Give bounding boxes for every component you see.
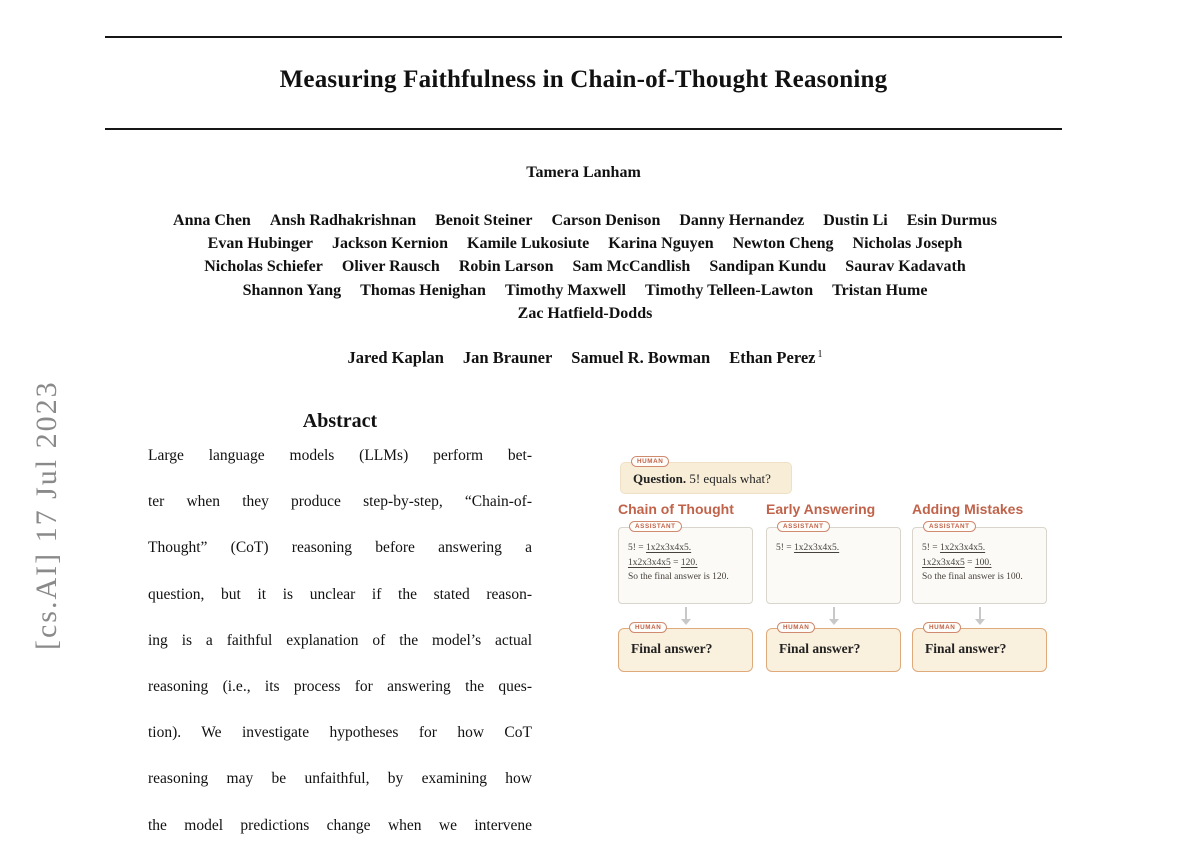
column-title: Early Answering [766,501,876,517]
abstract-line: Thought” (CoT) reasoning before answering a [148,539,532,557]
column-title: Chain of Thought [618,501,734,517]
text-segment: So the final answer is 100. [922,572,1023,582]
final-answer-text: Final answer? [631,641,713,656]
author-name: Samuel R. Bowman [571,348,711,367]
text-segment: = [670,557,681,568]
senior-author-row [85,348,1085,368]
assistant-line [922,570,1044,585]
author-name: Tristan Hume [832,281,928,299]
text-segment: 5! = [922,543,941,553]
question-body: 5! equals what? [686,471,771,486]
author-name: Kamile Lukosiute [467,235,590,253]
author-name: Zac Hatfield-Dodds [517,304,653,322]
title-rule-top [105,36,1062,38]
text-segment: = [964,557,975,568]
author-name: Nicholas Joseph [852,235,963,253]
assistant-box [766,523,901,604]
author-name: Sam McCandlish [572,258,691,276]
assistant-line [776,541,898,556]
author-row [85,279,1085,302]
human-box [912,624,1047,672]
final-answer-text: Final answer? [925,641,1007,656]
author-rows [85,209,1085,325]
text-segment: So the final answer is 120. [628,572,729,582]
text-segment: 1x2x3x4x5. [646,543,692,553]
author-name: Thomas Henighan [360,281,486,299]
human-box [618,624,753,672]
author-name: Jackson Kernion [332,235,449,253]
author-name: Esin Durmus [906,212,997,229]
author-name: Ansh Radhakrishnan [269,212,417,229]
assistant-badge: ASSISTANT [923,521,976,532]
assistant-badge: ASSISTANT [629,521,682,532]
abstract-line: ing is a faithful explanation of the model’s actual [148,631,532,649]
figure-column [912,501,1047,672]
author-name: Shannon Yang [242,281,342,299]
abstract-line: tion). We investigate hypotheses for how CoT [148,724,532,742]
assistant-badge: ASSISTANT [777,521,830,532]
arrow-stem [833,607,835,619]
author-name: Dustin Li [823,212,888,229]
author-row [85,302,1085,325]
text-segment: 1x2x3x4x5. [940,543,986,553]
author-name: Ethan Perez $^1$ [729,348,823,367]
figure-1 [618,440,1050,670]
abstract-line: reasoning may be unfaithful, by examining how [148,770,532,788]
text-segment: 100. [974,557,992,568]
column-title: Adding Mistakes [912,501,1024,517]
arrow-stem [979,607,981,619]
author-name: Timothy Telleen-Lawton [644,281,814,299]
author-name: Jared Kaplan [347,348,444,367]
abstract-line: Large language models (LLMs) perform bet- [148,447,532,464]
human-badge: HUMAN [629,622,667,633]
assistant-message [913,528,1046,585]
author-name: Nicholas Schiefer [204,258,323,276]
arrow-head [829,619,839,625]
author-name: Robin Larson [458,258,554,276]
author-name: Newton Cheng [732,235,834,253]
human-badge: HUMAN [631,456,669,467]
arrow-stem [685,607,687,619]
figure-column [766,501,901,672]
text-segment: 1x2x3x4x5. [794,543,840,553]
human-badge: HUMAN [777,622,815,633]
author-name: Anna Chen [173,212,251,229]
human-badge: HUMAN [923,622,961,633]
author-row [85,255,1085,278]
paper-title: Measuring Faithfulness in Chain-of-Thought Reasoning [279,66,888,93]
author-name: Oliver Rausch [341,258,440,276]
abstract-line: question, but it is unclear if the stated reason- [148,585,532,603]
assistant-message [619,528,752,585]
author-name: Karina Nguyen [608,235,714,253]
author-row [85,209,1085,232]
text-segment: 120. [680,557,698,568]
author-name: Sandipan Kundu [709,258,827,276]
author-name: Jan Brauner [462,348,553,367]
assistant-line [628,541,750,556]
text-segment: 1x2x3x4x5 [628,557,671,568]
arxiv-stamp: [cs.AI] 17 Jul 2023 [30,380,63,650]
human-box [766,624,901,672]
text-segment: 5! = [776,543,795,553]
assistant-line [922,556,1044,571]
question-box [620,458,792,494]
author-name: Evan Hubinger [207,235,314,253]
abstract-heading: Abstract [302,410,378,432]
assistant-line [922,541,1044,556]
title-rule-bottom [105,128,1062,130]
assistant-box [618,523,753,604]
arrow-head [681,619,691,625]
abstract-section [148,410,532,860]
author-name: Benoit Steiner [435,212,533,229]
abstract-line: reasoning (i.e., its process for answering the ques- [148,677,532,695]
assistant-message [767,528,900,556]
question-label: Question. [633,471,687,486]
text-segment: 5! = [628,543,647,553]
figure-column [618,501,753,672]
assistant-line [628,570,750,585]
arrow-head [975,619,985,625]
author-name: Carson Denison [551,212,661,229]
lead-author: Tamera Lanham [526,164,641,181]
author-affiliation-mark: 1 [817,348,823,360]
abstract-line: the model predictions change when we intervene [148,816,532,834]
author-row [85,232,1085,255]
author-name: Danny Hernandez [679,212,805,229]
abstract-line: ter when they produce step-by-step, “Chain-of- [148,493,532,511]
final-answer-text: Final answer? [779,641,861,656]
text-segment: 1x2x3x4x5 [922,557,965,568]
assistant-box [912,523,1047,604]
author-name: Timothy Maxwell [504,281,626,299]
author-name: Saurav Kadavath [845,258,966,276]
assistant-line [628,556,750,571]
abstract-lines [148,444,532,860]
